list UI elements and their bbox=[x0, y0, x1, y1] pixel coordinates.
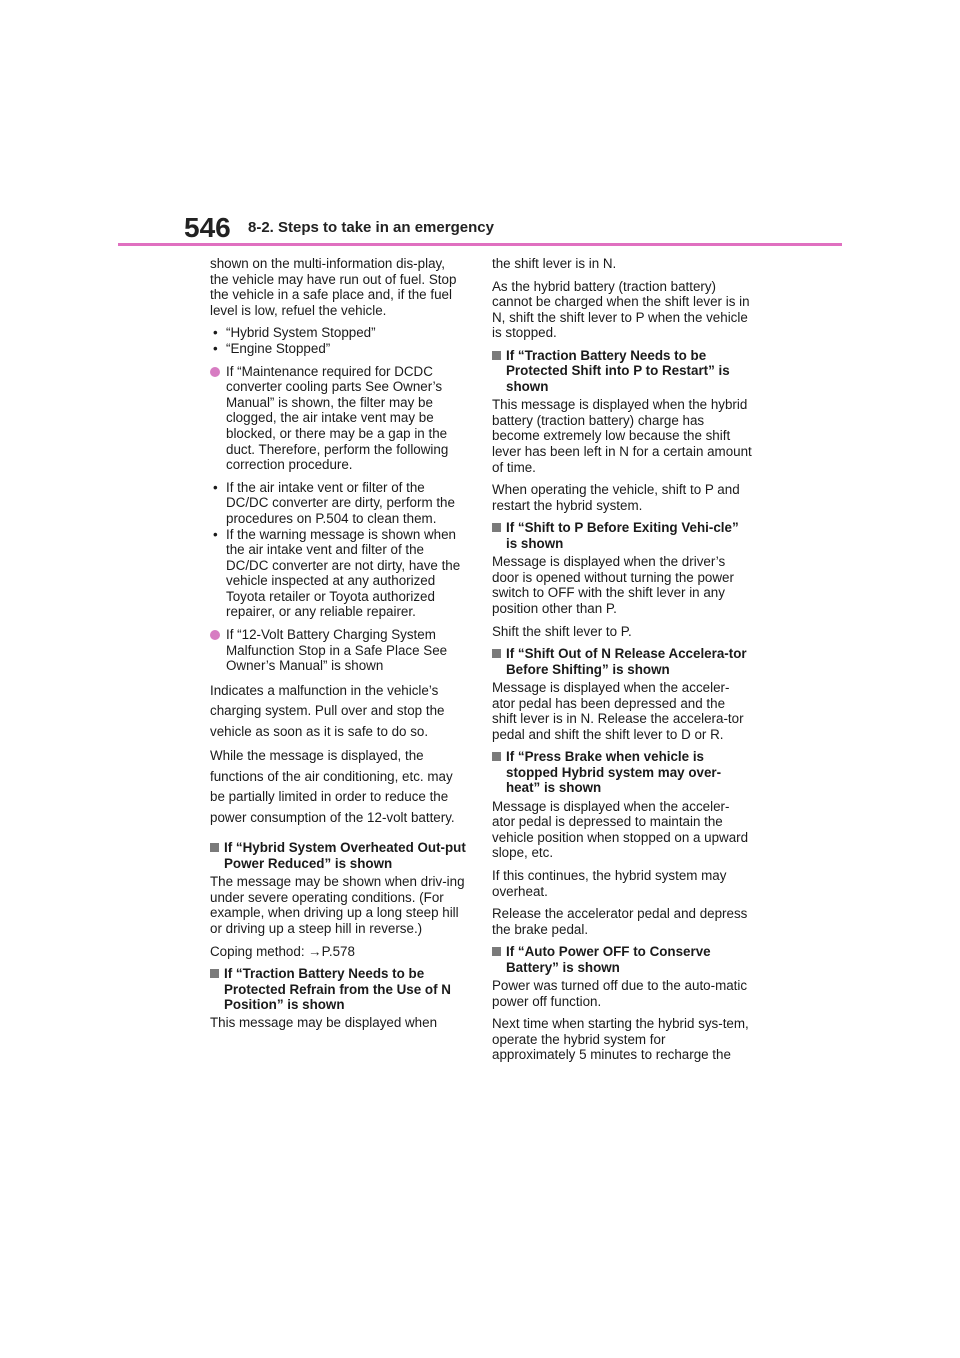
exiting-vehicle-paragraph-1: Message is displayed when the driver’s door is opened without turning the power switch to OFF with the shift lever in any position other than P. bbox=[492, 554, 734, 616]
heading-square-icon bbox=[492, 947, 501, 956]
auto-power-off-paragraph-1: Power was turned off due to the auto-matic power off function. bbox=[492, 978, 748, 1009]
maintenance-list bbox=[210, 480, 466, 620]
press-brake-paragraph-1: Message is displayed when the acceler-ator pedal is depressed to maintain the vehicle position when stopped on a upward slope, etc. bbox=[492, 798, 749, 861]
battery-paragraph-2: While the message is displayed, the functions of the air conditioning, etc. may be partially limited in order to reduce the power consumption of the 12-volt battery. bbox=[210, 748, 455, 825]
arrow-icon: → bbox=[308, 943, 322, 959]
exiting-vehicle-paragraph-2: Shift the shift lever to P. bbox=[492, 623, 632, 639]
list-item: • “Engine Stopped” bbox=[213, 340, 331, 356]
heading-square-icon bbox=[492, 351, 501, 360]
list-item: • If the warning message is shown when the air intake vent and filter of the DC/DC converter are not dirty, have the vehicle inspected at any authorized Toyota retailer or Toyota authorized repairer, or any reliable repairer. bbox=[213, 526, 461, 620]
bullet-circle-icon bbox=[210, 630, 220, 640]
left-column bbox=[210, 256, 466, 1038]
battery-paragraph-1: Indicates a malfunction in the vehicle’s charging system. Pull over and stop the vehicle as soon as it is safe to do so. bbox=[210, 682, 445, 739]
page-number: 546 bbox=[184, 212, 231, 243]
list-item: • If the air intake vent or filter of the DC/DC converter are dirty, perform the procedures on P.504 to clean them. bbox=[213, 479, 455, 526]
section-title: 8-2. Steps to take in an emergency bbox=[248, 219, 494, 236]
right-column bbox=[492, 256, 752, 1070]
page-reference-link[interactable]: P.578 bbox=[321, 943, 355, 959]
shift-into-p-paragraph-2: When operating the vehicle, shift to P and restart the hybrid system. bbox=[492, 482, 740, 513]
continuation-paragraph: the shift lever is in N. bbox=[492, 256, 617, 271]
header-rule bbox=[118, 243, 842, 246]
press-brake-paragraph-2: If this continues, the hybrid system may overheat. bbox=[492, 867, 727, 899]
heading-refrain-n: If “Traction Battery Needs to be Protected Refrain from the Use of N Position” is shown bbox=[210, 966, 466, 1012]
heading-shift-into-p: If “Traction Battery Needs to be Protected Shift into P to Restart” is shown bbox=[492, 348, 752, 394]
heading-release-accelerator: If “Shift Out of N Release Accelera-tor Before Shifting” is shown bbox=[492, 646, 752, 677]
auto-power-off-paragraph-2: Next time when starting the hybrid sys-tem, operate the hybrid system for approximately 5 minutes to recharge the bbox=[492, 1016, 749, 1063]
shift-into-p-paragraph-1: This message is displayed when the hybrid battery (traction battery) charge has become extremely low because the shift lever has been left in N for a certain amount of time. bbox=[492, 397, 752, 475]
release-accelerator-paragraph: Message is displayed when the acceler-ator pedal has been depressed and the shift lever is in N. Release the accelera-tor pedal and shift the shift lever to D or R. bbox=[492, 679, 744, 742]
maintenance-bullet: If “Maintenance required for DCDC converter cooling parts See Owner’s Manual” is shown, the filter may be clogged, the air intake vent may be blocked, or there may be a gap in the duct. Therefore, perform the following correction procedure. bbox=[210, 364, 466, 473]
heading-overheated: If “Hybrid System Overheated Out-put Power Reduced” is shown bbox=[210, 840, 466, 871]
heading-square-icon bbox=[492, 752, 501, 761]
battery-bullet: If “12-Volt Battery Charging System Malfunction Stop in a Safe Place See Owner’s Manual” is shown bbox=[210, 627, 466, 674]
heading-square-icon bbox=[492, 649, 501, 658]
heading-auto-power-off: If “Auto Power OFF to Conserve Battery” is shown bbox=[492, 944, 752, 975]
refrain-paragraph: This message may be displayed when bbox=[210, 1015, 438, 1031]
hybrid-battery-paragraph: As the hybrid battery (traction battery) cannot be charged when the shift lever is in N, shift the shift lever to P when the vehicle is stopped. bbox=[492, 278, 750, 341]
heading-press-brake: If “Press Brake when vehicle is stopped Hybrid system may over-heat” is shown bbox=[492, 749, 752, 795]
heading-exiting-vehicle: If “Shift to P Before Exiting Vehi-cle” is shown bbox=[492, 520, 752, 551]
overheated-paragraph: The message may be shown when driv-ing under severe operating conditions. (For example, when driving up a long steep hill or driving up a steep hill in reverse.) bbox=[210, 874, 465, 936]
heading-square-icon bbox=[210, 843, 219, 852]
list-item: • “Hybrid System Stopped” bbox=[213, 325, 376, 341]
heading-square-icon bbox=[492, 523, 501, 532]
heading-square-icon bbox=[210, 969, 219, 978]
intro-list bbox=[210, 325, 466, 356]
intro-paragraph: shown on the multi-information dis-play, the vehicle may have run out of fuel. Stop the vehicle in a safe place and, if the fuel level is low, refuel the vehicle. bbox=[210, 256, 457, 318]
press-brake-paragraph-3: Release the accelerator pedal and depress the brake pedal. bbox=[492, 906, 748, 937]
coping-method: Coping method: →P.578 bbox=[210, 943, 355, 959]
bullet-circle-icon bbox=[210, 367, 220, 377]
